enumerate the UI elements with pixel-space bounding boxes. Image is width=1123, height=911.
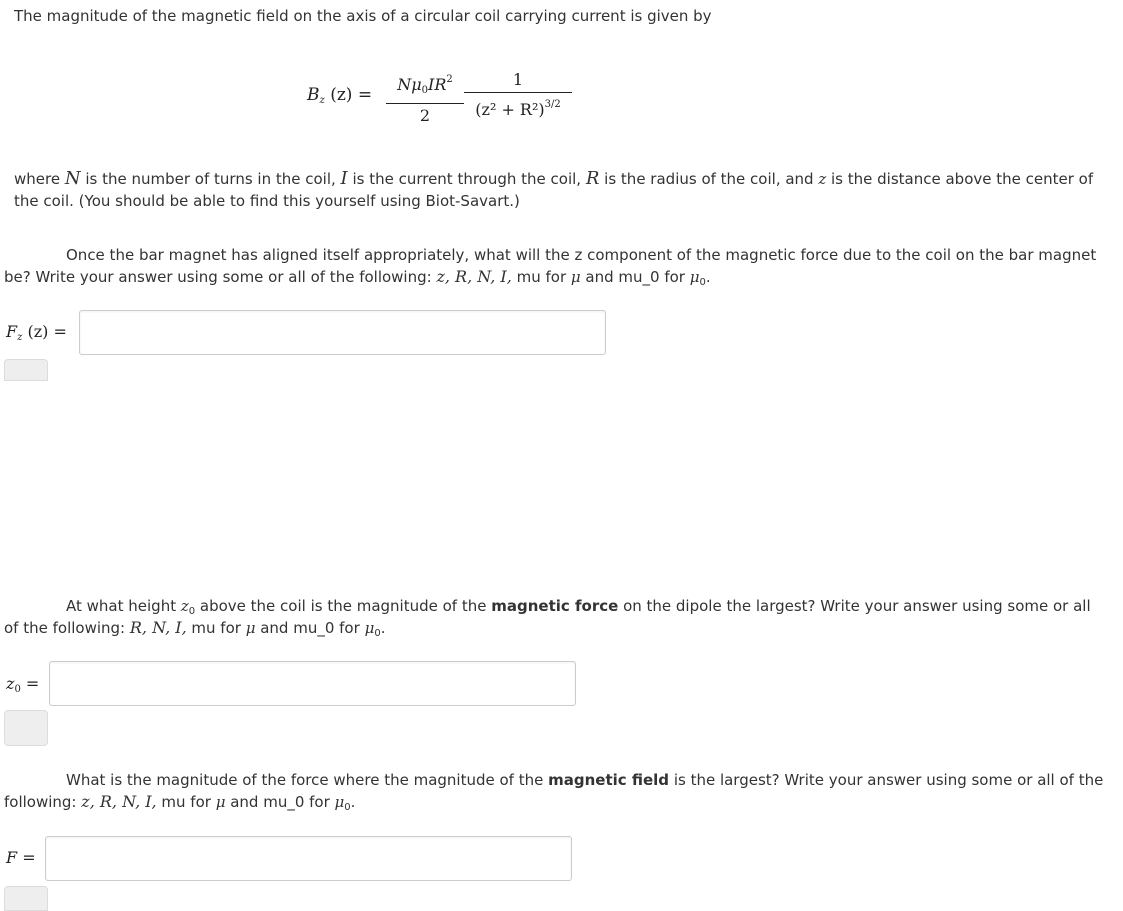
q3-prompt-line-2: following: z, R, N, I, mu for μ and mu_0 for $\mu_0$. [4, 792, 356, 813]
formula-fraction-1: $N\mu_0IR^2$ 2 [386, 71, 464, 125]
q1-prompt-line-2: be? Write your answer using some or all of the following: z, R, N, I, mu for μ and mu_0 for $\mu_0$. [4, 267, 711, 288]
q3-preview-button[interactable] [4, 886, 48, 911]
q1-answer-label: $F_z$ (z) = [6, 322, 67, 343]
q2-answer-input[interactable] [49, 661, 576, 706]
q1-preview-button[interactable] [4, 359, 48, 381]
q2-prompt-line-2: of the following: R, N, I, mu for μ and mu_0 for $\mu_0$. [4, 618, 386, 639]
definition-line-2: the coil. (You should be able to find this yourself using Biot-Savart.) [14, 192, 520, 210]
intro-text: The magnitude of the magnetic field on the axis of a circular coil carrying current is given by [14, 7, 712, 25]
q1-prompt-line-1: Once the bar magnet has aligned itself appropriately, what will the z component of the magnetic force due to the coil on the bar magnet [66, 246, 1097, 264]
q3-answer-label: F = [6, 848, 36, 867]
q2-answer-label: $z_0$ = [6, 674, 40, 695]
formula-fraction-2: 1 $(z^2 + R^2)^{3/2}$ [464, 71, 572, 119]
q1-answer-input[interactable] [79, 310, 606, 355]
q2-preview-button[interactable] [4, 710, 48, 746]
formula-lhs: $B_z$ (z) = [307, 85, 373, 106]
definition-line-1: where N is the number of turns in the coil, I is the current through the coil, R is the radius of the coil, and z is the distance above the center of [14, 168, 1094, 189]
q2-prompt-line-1: At what height $z_0$ above the coil is the magnitude of the magnetic force on the dipole the largest? Write your answer using some or all [66, 597, 1091, 617]
biot-savart-formula [0, 0, 1123, 140]
q3-prompt-line-1: What is the magnitude of the force where the magnitude of the magnetic field is the largest? Write your answer using some or all of the [66, 771, 1104, 789]
q3-answer-input[interactable] [45, 836, 572, 881]
